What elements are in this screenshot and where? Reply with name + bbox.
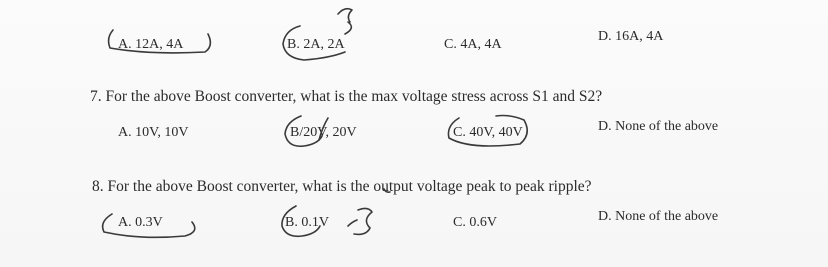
question-7-text: 7. For the above Boost converter, what is the max voltage stress across S1 and S2?	[90, 88, 603, 105]
q7-option-b: B/20V, 20V	[290, 125, 357, 140]
question-8-text: 8. For the above Boost converter, what is the output voltage peak to peak ripple?	[92, 178, 592, 195]
q7-option-c: C. 40V, 40V	[453, 125, 523, 140]
pen-tick-q8-b	[348, 208, 372, 234]
q8-option-a: A. 0.3V	[118, 215, 163, 230]
q8-option-b: B. 0.1V	[285, 215, 329, 230]
q8-option-d: D. None of the above	[598, 209, 719, 224]
q7-option-d: D. None of the above	[598, 119, 719, 134]
prev-option-d: D. 16A, 4A	[598, 29, 664, 44]
pen-tick-prev-b	[338, 9, 352, 34]
prev-option-b: B. 2A, 2A	[287, 37, 345, 52]
q7-option-a: A. 10V, 10V	[118, 125, 189, 140]
prev-option-a: A. 12A, 4A	[118, 37, 184, 52]
prev-option-c: C. 4A, 4A	[444, 37, 502, 52]
q8-option-c: C. 0.6V	[453, 215, 497, 230]
